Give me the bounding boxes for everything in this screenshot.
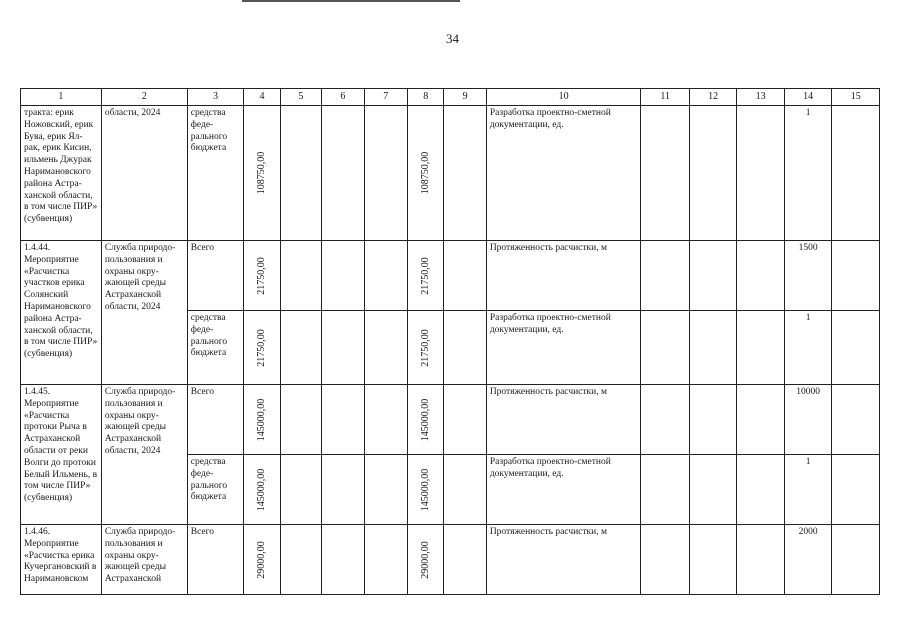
empty-cell: [737, 525, 784, 595]
empty-cell: [737, 311, 784, 385]
source-cell: Всего: [187, 241, 244, 311]
empty-cell: [364, 241, 407, 311]
executor-cell: Служба природо-пользования и охраны окру-жающей среды Астраханской области, 2024: [101, 241, 187, 385]
column-header: 10: [486, 89, 641, 106]
empty-cell: [444, 241, 486, 311]
amount-cell-col8: [408, 241, 444, 311]
empty-cell: [444, 311, 486, 385]
empty-cell: [280, 385, 321, 455]
empty-cell: [641, 106, 690, 241]
source-cell: средства феде-рального бюджета: [187, 106, 244, 241]
indicator-cell: Протяженность расчистки, м: [486, 525, 641, 595]
empty-cell: [832, 455, 880, 525]
column-header: 7: [364, 89, 407, 106]
empty-cell: [737, 455, 784, 525]
table-row: [21, 385, 880, 455]
amount-value: 108750,00: [419, 151, 431, 195]
empty-cell: [641, 241, 690, 311]
source-cell: средства феде-рального бюджета: [187, 311, 244, 385]
top-rule: [242, 0, 460, 2]
column-header: 5: [280, 89, 321, 106]
empty-cell: [322, 311, 364, 385]
amount-value: 145000,00: [419, 468, 431, 511]
empty-cell: [689, 385, 736, 455]
indicator-cell: Протяженность расчистки, м: [486, 385, 641, 455]
empty-cell: [364, 311, 407, 385]
amount-cell-col4: [244, 311, 280, 385]
empty-cell: [737, 385, 784, 455]
empty-cell: [832, 525, 880, 595]
empty-cell: [832, 385, 880, 455]
empty-cell: [444, 385, 486, 455]
column-header: 4: [244, 89, 280, 106]
indicator-cell: Разработка проектно-сметной документации, ед.: [486, 106, 641, 241]
amount-value: 145000,00: [419, 398, 431, 441]
empty-cell: [364, 106, 407, 241]
amount-cell-col4: [244, 241, 280, 311]
target-value-cell: 1500: [784, 241, 831, 311]
column-header: 2: [101, 89, 187, 106]
target-value-cell: 10000: [784, 385, 831, 455]
source-cell: Всего: [187, 385, 244, 455]
amount-value: 21750,00: [256, 256, 268, 295]
amount-cell-col8: [408, 455, 444, 525]
empty-cell: [832, 241, 880, 311]
target-value-cell: 1: [784, 455, 831, 525]
header-row: [21, 89, 880, 106]
executor-cell: Служба природо-пользования и охраны окру-жающей среды Астраханской: [101, 525, 187, 595]
empty-cell: [444, 106, 486, 241]
empty-cell: [832, 106, 880, 241]
indicator-cell: Разработка проектно-сметной документации, ед.: [486, 455, 641, 525]
empty-cell: [364, 385, 407, 455]
table-row: [21, 525, 880, 595]
amount-value: 145000,00: [256, 468, 268, 511]
column-header: 6: [322, 89, 364, 106]
target-value-cell: 1: [784, 106, 831, 241]
empty-cell: [364, 525, 407, 595]
column-header: 12: [689, 89, 736, 106]
empty-cell: [322, 106, 364, 241]
column-header: 13: [737, 89, 784, 106]
empty-cell: [641, 385, 690, 455]
amount-value: 29000,00: [256, 540, 268, 579]
column-header: 3: [187, 89, 244, 106]
column-header: 9: [444, 89, 486, 106]
column-header: 8: [408, 89, 444, 106]
empty-cell: [280, 455, 321, 525]
empty-cell: [641, 525, 690, 595]
amount-cell-col8: [408, 106, 444, 241]
budget-table: [20, 88, 880, 595]
amount-value: 21750,00: [419, 256, 431, 295]
empty-cell: [689, 241, 736, 311]
amount-value: 21750,00: [419, 328, 431, 367]
empty-cell: [280, 106, 321, 241]
empty-cell: [280, 525, 321, 595]
executor-cell: Служба природо-пользования и охраны окру-жающей среды Астраханской области, 2024: [101, 385, 187, 525]
empty-cell: [322, 241, 364, 311]
empty-cell: [322, 455, 364, 525]
event-cell: 1.4.46. Мероприятие «Расчистка ерика Кучергановский в Наримановском: [21, 525, 102, 595]
amount-value: 21750,00: [256, 328, 268, 367]
column-header: 14: [784, 89, 831, 106]
empty-cell: [689, 311, 736, 385]
amount-value: 29000,00: [419, 540, 431, 579]
empty-cell: [280, 241, 321, 311]
indicator-cell: Разработка проектно-сметной документации, ед.: [486, 311, 641, 385]
table-row: [21, 106, 880, 241]
source-cell: Всего: [187, 525, 244, 595]
target-value-cell: 2000: [784, 525, 831, 595]
event-cell: 1.4.45. Мероприятие «Расчистка протоки Рыча в Астраханской области от реки Волги до протоки Белый Ильмень, в том числе ПИР» (субвенция): [21, 385, 102, 525]
empty-cell: [641, 455, 690, 525]
source-cell: средства феде-рального бюджета: [187, 455, 244, 525]
amount-value: 145000,00: [256, 398, 268, 441]
empty-cell: [737, 106, 784, 241]
amount-cell-col8: [408, 525, 444, 595]
column-header: 1: [21, 89, 102, 106]
empty-cell: [832, 311, 880, 385]
table-row: [21, 241, 880, 311]
empty-cell: [444, 455, 486, 525]
empty-cell: [444, 525, 486, 595]
empty-cell: [322, 385, 364, 455]
empty-cell: [364, 455, 407, 525]
empty-cell: [280, 311, 321, 385]
event-cell: тракта: ерик Ножовский, ерик Бува, ерик Ял-рак, ерик Кисин, ильмень Джурак Наримановского района Астра-ханской области, в том числе ПИР» (субвенция): [21, 106, 102, 241]
column-header: 11: [641, 89, 690, 106]
target-value-cell: 1: [784, 311, 831, 385]
empty-cell: [689, 525, 736, 595]
empty-cell: [737, 241, 784, 311]
amount-cell-col4: [244, 455, 280, 525]
indicator-cell: Протяженность расчистки, м: [486, 241, 641, 311]
amount-cell-col4: [244, 385, 280, 455]
executor-cell: области, 2024: [101, 106, 187, 241]
amount-value: 108750,00: [256, 151, 268, 195]
amount-cell-col4: [244, 106, 280, 241]
column-header: 15: [832, 89, 880, 106]
empty-cell: [689, 455, 736, 525]
empty-cell: [689, 106, 736, 241]
amount-cell-col4: [244, 525, 280, 595]
amount-cell-col8: [408, 311, 444, 385]
empty-cell: [641, 311, 690, 385]
event-cell: 1.4.44. Мероприятие «Расчистка участков ерика Солянский Наримановского района Астра-ханской области, в том числе ПИР» (субвенция): [21, 241, 102, 385]
amount-cell-col8: [408, 385, 444, 455]
empty-cell: [322, 525, 364, 595]
page-number: 34: [446, 31, 459, 46]
